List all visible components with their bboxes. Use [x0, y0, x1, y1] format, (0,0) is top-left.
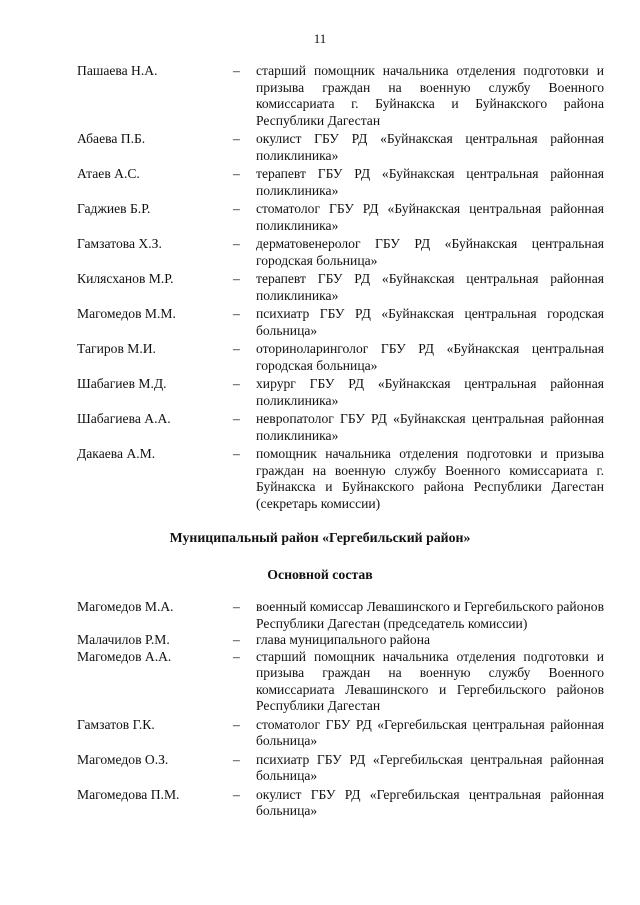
member-position: дерматовенеролог ГБУ РД «Буйнакская центральная городская больница» — [256, 236, 604, 268]
member-name: Шабагиева А.А. — [77, 411, 171, 426]
list-item — [0, 376, 640, 409]
member-position: хирург ГБУ РД «Буйнакская центральная районная поликлиника» — [256, 376, 604, 408]
page-number: 11 — [313, 31, 327, 46]
list-item — [0, 717, 640, 750]
list-item — [0, 446, 640, 512]
dash: – — [233, 716, 240, 732]
list-item — [0, 599, 640, 632]
member-position: психиатр ГБУ РД «Буйнакская центральная городская больница» — [256, 306, 604, 338]
member-name: Тагиров М.И. — [77, 341, 156, 356]
list-item — [0, 166, 640, 199]
member-name: Магомедова П.М. — [77, 786, 180, 802]
member-position: стоматолог ГБУ РД «Гергебильская центральная районная больница» — [256, 716, 604, 748]
member-name: Магомедов А.А. — [77, 648, 172, 664]
dash: – — [233, 632, 240, 647]
list-item — [0, 63, 640, 129]
dash: – — [233, 63, 240, 78]
list-item — [0, 787, 640, 820]
list-item — [0, 752, 640, 785]
list-item — [0, 341, 640, 374]
list-item — [0, 201, 640, 234]
member-position: военный комиссар Левашинского и Гергебильского районов Республики Дагестан (председатель комиссии) — [256, 599, 604, 631]
list-item — [0, 649, 640, 715]
member-position: терапевт ГБУ РД «Буйнакская центральная районная поликлиника» — [256, 166, 604, 198]
member-name: Магомедов М.М. — [77, 306, 176, 321]
dash: – — [233, 236, 240, 251]
member-position: помощник начальника отделения подготовки и призыва граждан на военную службу Военного комиссариата г. Буйнакска и Буйнакского района Республики Дагестан (секретарь комиссии) — [256, 446, 604, 511]
member-position: старший помощник начальника отделения подготовки и призыва граждан на военную службу Военного комиссариата г. Буйнакска и Буйнакского района Республики Дагестан — [256, 63, 604, 128]
list-item — [0, 306, 640, 339]
district-heading: Муниципальный район «Гергебильский район» — [169, 530, 471, 545]
dash: – — [233, 376, 240, 391]
dash: – — [233, 599, 240, 614]
dash: – — [233, 411, 240, 426]
dash: – — [233, 751, 240, 767]
commission-list-gergebil — [0, 599, 640, 820]
list-item — [0, 271, 640, 304]
member-name: Магомедов О.З. — [77, 751, 169, 767]
member-name: Гамзатов Г.К. — [77, 716, 155, 732]
member-name: Магомедов М.А. — [77, 599, 174, 614]
dash: – — [233, 786, 240, 802]
member-name: Атаев А.С. — [77, 166, 140, 181]
list-item — [0, 411, 640, 444]
dash: – — [233, 306, 240, 321]
dash: – — [233, 446, 240, 461]
member-position: окулист ГБУ РД «Буйнакская центральная районная поликлиника» — [256, 131, 604, 163]
member-position: психиатр ГБУ РД «Гергебильская центральная районная больница» — [256, 751, 604, 783]
member-position: невропатолог ГБУ РД «Буйнакская центральная районная поликлиника» — [256, 411, 604, 443]
member-name: Пашаева Н.А. — [77, 63, 158, 78]
member-name: Гаджиев Б.Р. — [77, 201, 151, 216]
dash: – — [233, 648, 240, 664]
member-position: стоматолог ГБУ РД «Буйнакская центральная районная поликлиника» — [256, 201, 604, 233]
member-position: окулист ГБУ РД «Гергебильская центральная районная больница» — [256, 786, 604, 818]
member-position: оториноларинголог ГБУ РД «Буйнакская центральная городская больница» — [256, 341, 604, 373]
member-position: глава муниципального района — [256, 632, 430, 647]
member-name: Килясханов М.Р. — [77, 271, 174, 286]
dash: – — [233, 271, 240, 286]
list-item — [0, 131, 640, 164]
list-item — [0, 632, 640, 649]
dash: – — [233, 201, 240, 216]
dash: – — [233, 166, 240, 181]
member-name: Шабагиев М.Д. — [77, 376, 167, 391]
member-name: Малачилов Р.М. — [77, 632, 170, 647]
member-name: Дакаева А.М. — [77, 446, 156, 461]
member-name: Гамзатова Х.З. — [77, 236, 162, 251]
subheading: Основной состав — [267, 567, 373, 582]
member-name: Абаева П.Б. — [77, 131, 146, 146]
member-position: терапевт ГБУ РД «Буйнакская центральная районная поликлиника» — [256, 271, 604, 303]
member-position: старший помощник начальника отделения подготовки и призыва граждан на военную службу Военного комиссариата Левашинского и Гергебильского районов Республики Дагестан — [256, 648, 604, 713]
dash: – — [233, 131, 240, 146]
dash: – — [233, 341, 240, 356]
list-item — [0, 236, 640, 269]
commission-list-buinaksk — [0, 63, 640, 512]
